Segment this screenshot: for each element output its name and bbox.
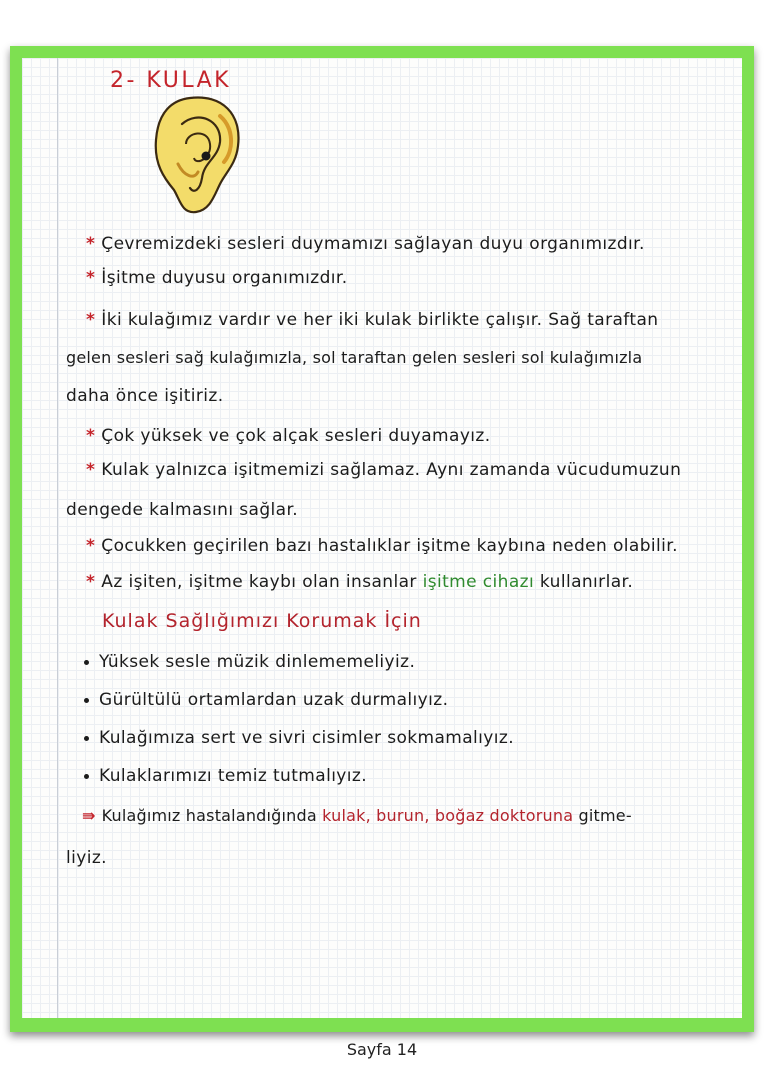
asterisk-icon: * [86, 234, 96, 254]
highlight-hearing-aid: işitme cihazı [422, 572, 535, 592]
double-arrow-icon: ⇛ [82, 806, 96, 825]
highlight-ent-doctor: kulak, burun, boğaz doktoruna [322, 806, 574, 825]
asterisk-icon: * [86, 536, 96, 556]
bullet-icon [84, 698, 89, 703]
bullet-item-1: Yüksek sesle müzik dinlememeliyiz. [84, 652, 415, 672]
bullet-icon [84, 736, 89, 741]
fact-line-2: * İşitme duyusu organımızdır. [86, 268, 348, 288]
fact-line-8: dengede kalmasını sağlar. [66, 500, 299, 520]
asterisk-icon: * [86, 268, 96, 288]
asterisk-icon: * [86, 460, 96, 480]
page-number: Sayfa 14 [346, 1040, 418, 1059]
fact-line-5: daha önce işitiriz. [66, 386, 224, 406]
asterisk-icon: * [86, 572, 96, 592]
fact-line-4: gelen sesleri sağ kulağımızla, sol taraftan gelen sesleri sol kulağımızla [66, 348, 643, 367]
fact-line-6: * Çok yüksek ve çok alçak sesleri duyamayız. [86, 426, 491, 446]
final-note-line: ⇛ Kulağımız hastalandığında kulak, burun, boğaz doktoruna gitme- [82, 806, 632, 825]
fact-line-1: * Çevremizdeki sesleri duymamızı sağlayan duyu organımızdır. [86, 234, 645, 254]
final-note-continued: liyiz. [66, 848, 107, 868]
bullet-icon [84, 660, 89, 665]
bullet-item-4: Kulaklarımızı temiz tutmalıyız. [84, 766, 367, 786]
section-subtitle: Kulak Sağlığımızı Korumak İçin [102, 610, 422, 632]
bullet-item-3: Kulağımıza sert ve sivri cisimler sokmamalıyız. [84, 728, 514, 748]
fact-line-10: * Az işiten, işitme kaybı olan insanlar işitme cihazı kullanırlar. [86, 572, 634, 592]
asterisk-icon: * [86, 426, 96, 446]
page-frame [10, 46, 754, 1032]
asterisk-icon: * [86, 310, 96, 330]
bullet-icon [84, 774, 89, 779]
ear-illustration-icon [150, 94, 246, 216]
margin-line [57, 58, 58, 1018]
fact-line-7: * Kulak yalnızca işitmemizi sağlamaz. Aynı zamanda vücudumuzun [86, 460, 682, 480]
bullet-item-2: Gürültülü ortamlardan uzak durmalıyız. [84, 690, 448, 710]
fact-line-3: * İki kulağımız vardır ve her iki kulak birlikte çalışır. Sağ taraftan [86, 310, 659, 330]
page-title: 2- KULAK [110, 68, 232, 93]
notebook-page [22, 58, 742, 1018]
fact-line-9: * Çocukken geçirilen bazı hastalıklar işitme kaybına neden olabilir. [86, 536, 678, 556]
